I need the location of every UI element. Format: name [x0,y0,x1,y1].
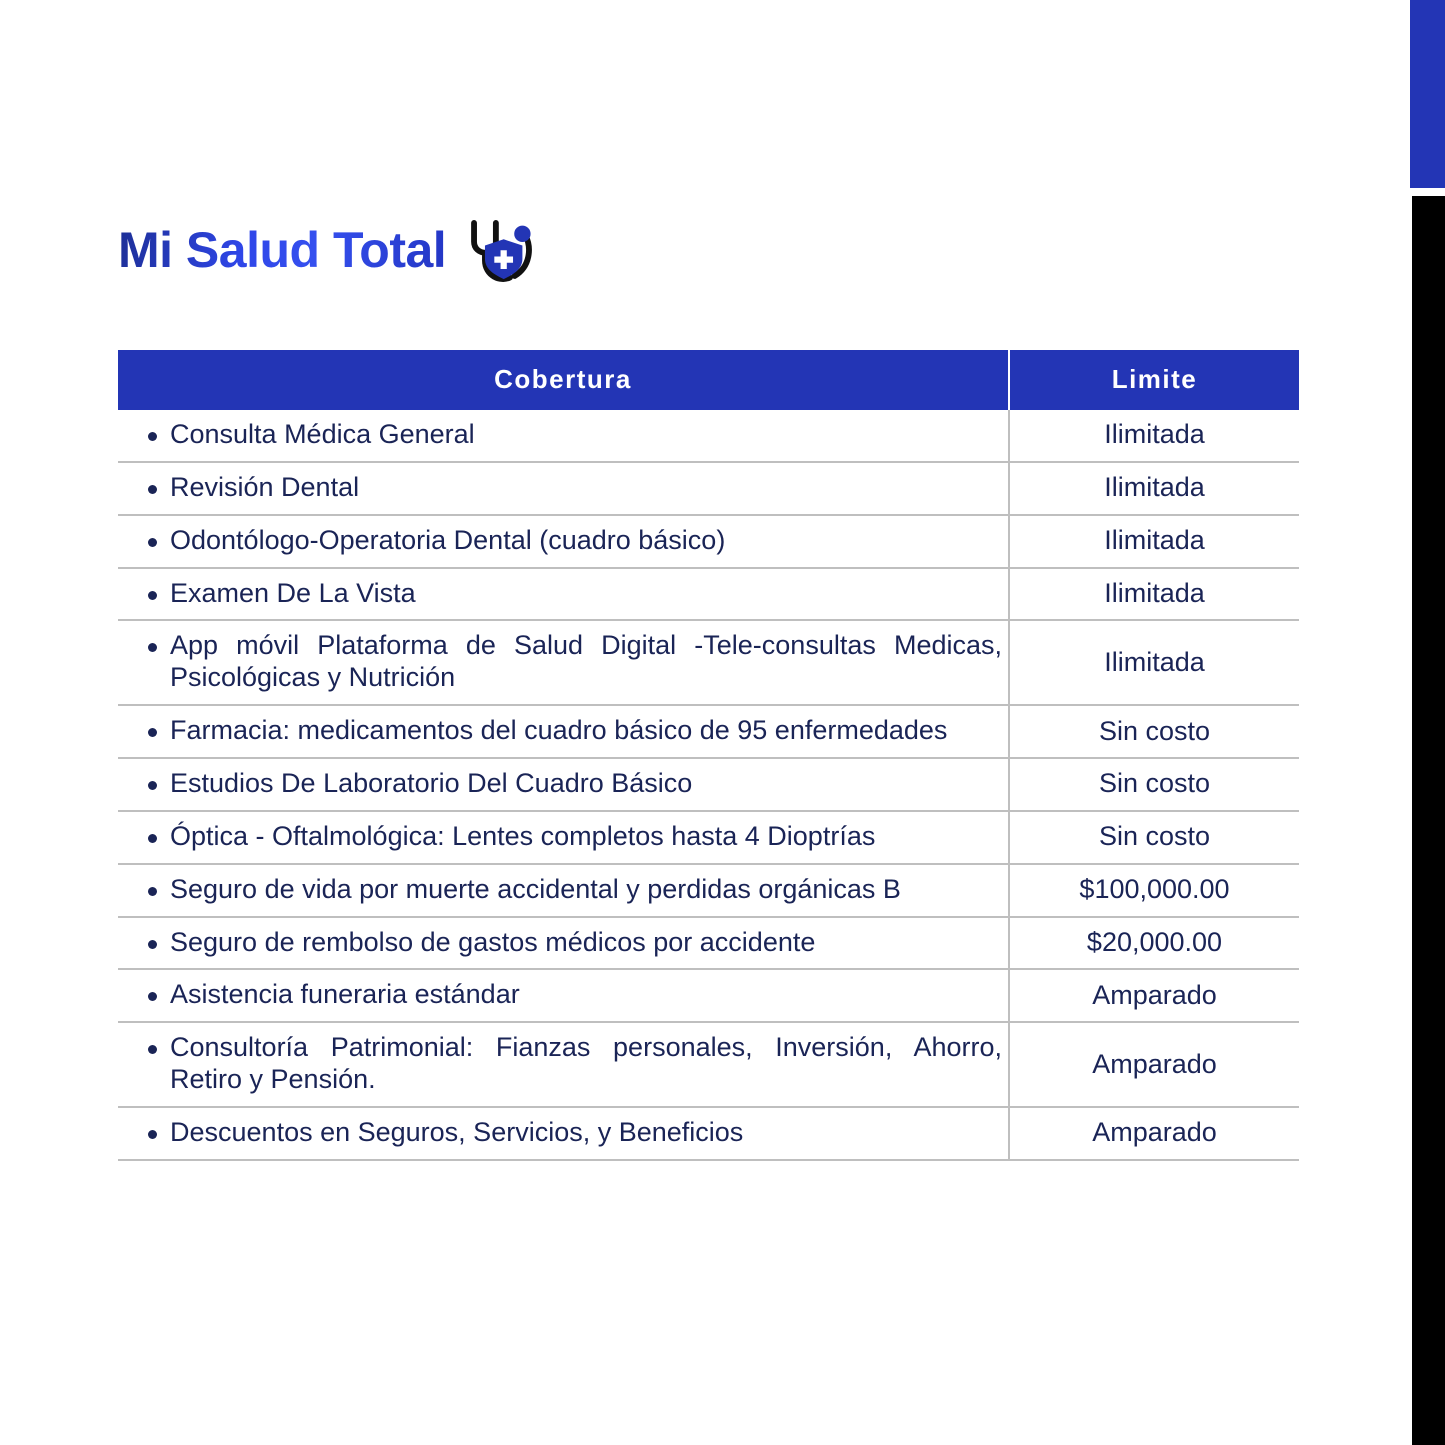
column-header-limite: Limite [1009,350,1299,410]
coverage-table [118,350,1299,1161]
coverage-cell [118,515,1009,568]
table-header-row [118,350,1299,410]
bullet-icon [148,472,170,494]
stethoscope-shield-icon [460,210,538,290]
coverage-label: Óptica - Oftalmológica: Lentes completos hasta 4 Dioptrías [170,820,876,851]
bullet-wrap [148,419,1002,451]
bullet-icon [148,821,170,843]
limit-value: Ilimitada [1009,462,1299,515]
table-row [118,620,1299,705]
bullet-wrap [148,715,1002,747]
table-row [118,1107,1299,1160]
coverage-cell [118,568,1009,621]
coverage-label: Seguro de vida por muerte accidental y perdidas orgánicas B [170,873,901,904]
top-right-blue-bar [1410,0,1445,188]
bullet-wrap [148,472,1002,504]
coverage-label: Seguro de rembolso de gastos médicos por accidente [170,926,816,957]
bullet-wrap [148,525,1002,557]
table-row [118,1022,1299,1107]
table-row [118,705,1299,758]
table-row [118,811,1299,864]
bullet-wrap [148,927,1002,959]
table-body [118,410,1299,1160]
bullet-wrap [148,768,1002,800]
limit-value: Ilimitada [1009,515,1299,568]
coverage-label: Descuentos en Seguros, Servicios, y Beneficios [170,1117,744,1148]
limit-value: Amparado [1009,1107,1299,1160]
coverage-label: Revisión Dental [170,471,360,502]
coverage-label: Odontólogo-Operatoria Dental (cuadro básico) [170,524,726,555]
bullet-icon [148,419,170,441]
bullet-icon [148,927,170,949]
table-row [118,462,1299,515]
limit-value: Ilimitada [1009,620,1299,705]
coverage-label: Consulta Médica General [170,419,475,449]
bullet-wrap [148,1117,1002,1149]
bullet-wrap [148,630,1002,694]
limit-value: Ilimitada [1009,568,1299,621]
coverage-cell [118,917,1009,970]
bullet-icon [148,630,170,652]
coverage-cell [118,811,1009,864]
limit-value: Amparado [1009,1022,1299,1107]
bullet-wrap [148,874,1002,906]
limit-value: $20,000.00 [1009,917,1299,970]
bullet-icon [148,1032,170,1054]
bullet-wrap [148,821,1002,853]
table-row [118,969,1299,1022]
table-row [118,568,1299,621]
limit-value: Ilimitada [1009,410,1299,462]
table-row [118,758,1299,811]
coverage-label: Consultoría Patrimonial: Fianzas personales, Inversión, Ahorro, Retiro y Pensión. [170,1032,1002,1095]
coverage-cell [118,410,1009,462]
column-header-cobertura: Cobertura [118,350,1009,410]
page-title: Mi Salud Total [118,222,447,278]
coverage-cell [118,1107,1009,1160]
coverage-cell [118,620,1009,705]
coverage-cell [118,462,1009,515]
bullet-icon [148,1117,170,1139]
bullet-wrap [148,1032,1002,1096]
coverage-label: App móvil Plataforma de Salud Digital -Tele-consultas Medicas, Psicológicas y Nutrición [170,630,1002,693]
table-row [118,515,1299,568]
coverage-label: Farmacia: medicamentos del cuadro básico de 95 enfermedades [170,715,948,746]
bullet-wrap [148,979,1002,1011]
table-row [118,410,1299,462]
limit-value: $100,000.00 [1009,864,1299,917]
coverage-cell [118,969,1009,1022]
table-row [118,864,1299,917]
bullet-icon [148,578,170,600]
bullet-icon [148,874,170,896]
bullet-icon [148,715,170,737]
bullet-icon [148,525,170,547]
coverage-cell [118,1022,1009,1107]
coverage-cell [118,705,1009,758]
limit-value: Sin costo [1009,811,1299,864]
table-row [118,917,1299,970]
bullet-icon [148,979,170,1001]
coverage-cell [118,758,1009,811]
title-row [118,210,538,290]
coverage-label: Examen De La Vista [170,577,416,608]
limit-value: Sin costo [1009,758,1299,811]
bullet-wrap [148,578,1002,610]
right-edge-black-bar [1412,196,1445,1445]
coverage-label: Estudios De Laboratorio Del Cuadro Básico [170,768,693,799]
limit-value: Sin costo [1009,705,1299,758]
coverage-label: Asistencia funeraria estándar [170,979,520,1010]
coverage-cell [118,864,1009,917]
bullet-icon [148,768,170,790]
table-header [118,350,1299,410]
limit-value: Amparado [1009,969,1299,1022]
